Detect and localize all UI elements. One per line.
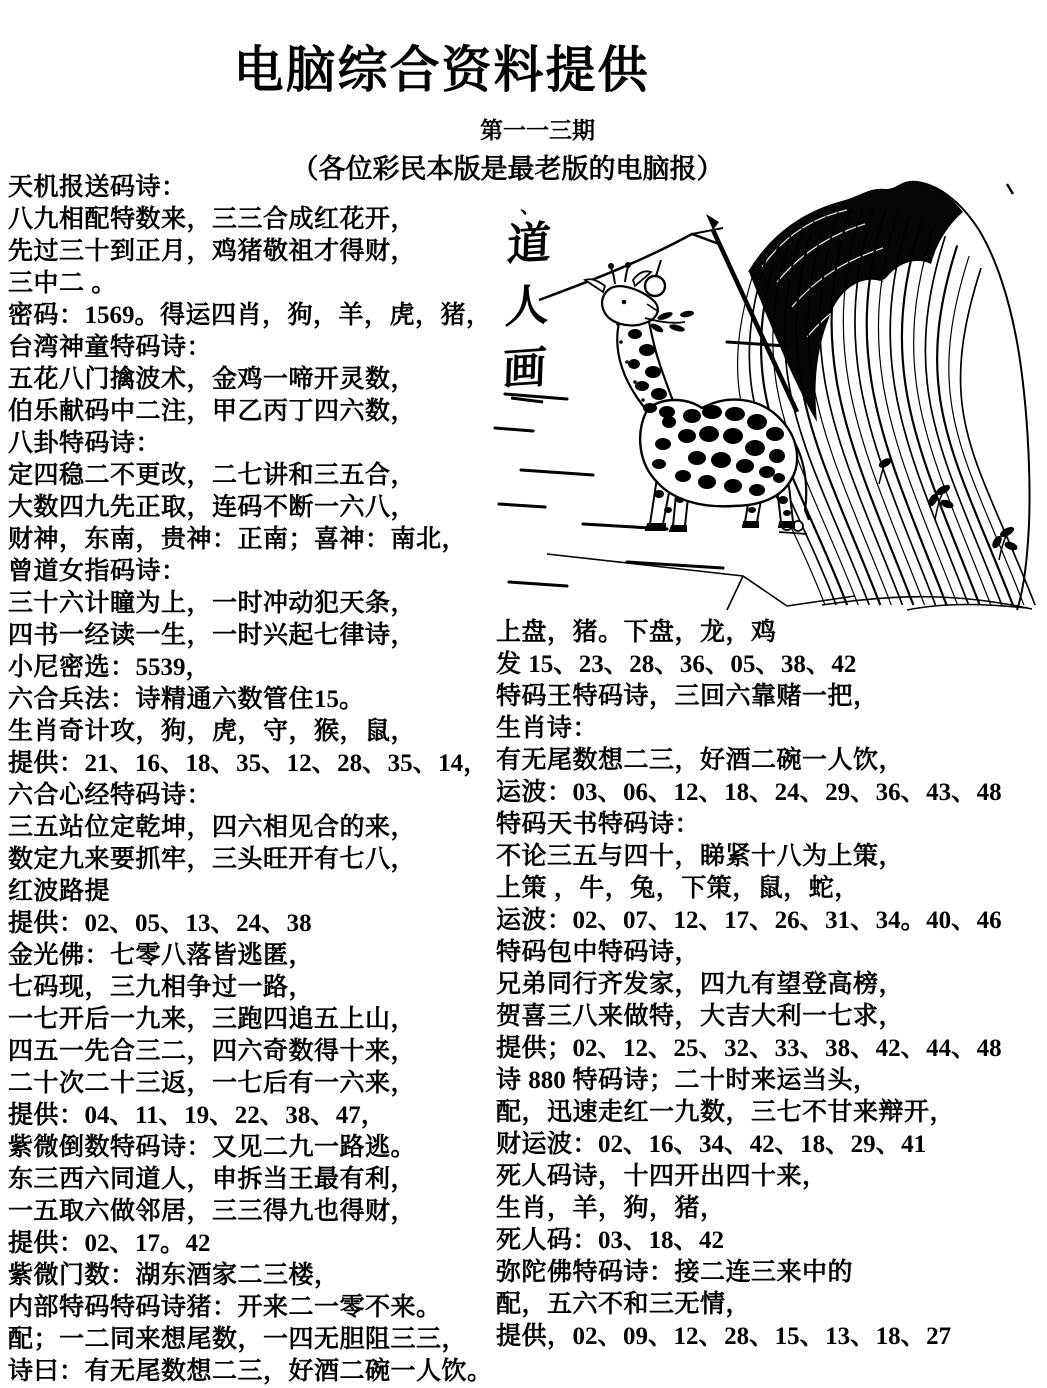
text-line: 配，迅速走红一九数，三七不甘来辩开， (496, 1099, 956, 1126)
text-line: 八卦特码诗： (8, 430, 162, 457)
text-line: 死人码诗，十四开出四十来， (496, 1163, 828, 1190)
text-line: 运波：02、07、12、17、26、31、34。40、46 (496, 907, 1002, 934)
text-line: 东三西六同道人，申拆当王最有利， (8, 1166, 417, 1193)
text-line: 曾道女指码诗： (8, 558, 187, 585)
text-line: 定四稳二不更改，二七讲和三五合， (8, 462, 417, 489)
text-line: 配，五六不和三无情， (496, 1291, 752, 1318)
text-line: 提供：02、05、13、24、38 (8, 910, 312, 937)
text-line: 台湾神童特码诗： (8, 334, 213, 361)
text-line: 七码现，三九相争过一路， (8, 974, 315, 1001)
right-text-column (496, 617, 1047, 1353)
text-line: 兄弟同行齐发家，四九有望登高榜， (496, 971, 905, 998)
fruit-ring (645, 276, 665, 296)
text-line: 提供；02、12、25、32、33、38、42、44、48 (496, 1035, 1002, 1062)
text-line: 配；一二同来想尾数，一四无胆阻三三， (8, 1326, 468, 1353)
text-line: 五花八门擒波术，金鸡一啼开灵数， (8, 366, 417, 393)
text-line: 上策 ，牛，兔，下策，鼠，蛇， (496, 875, 860, 902)
artist-signature (498, 194, 557, 403)
text-line: 三五站位定乾坤，四六相见合的来， (8, 814, 417, 841)
text-line: 二十次二十三返，一七后有一六来， (8, 1070, 417, 1097)
corner-tick-mark (1007, 184, 1013, 194)
text-line: 特码包中特码诗， (496, 939, 701, 966)
text-line: 诗 880 特码诗；二十时来运当头， (496, 1067, 879, 1094)
text-line: 提供：21、16、18、35、12、28、35、14， (8, 750, 489, 777)
text-line: 提供：04、11、19、22、38、47， (8, 1102, 387, 1129)
text-line: 贺喜三八来做特，大吉大利一七求， (496, 1003, 905, 1030)
text-line: 财运波：02、16、34、42、18、29、41 (496, 1131, 927, 1158)
signature-char: 画 (501, 342, 548, 395)
text-line: 提供，02、09、12、28、15、13、18、27 (496, 1323, 952, 1350)
text-line: 大数四九先正取，连码不断一六八， (8, 494, 417, 521)
giraffe-eye (622, 300, 627, 305)
text-line: 上盘，猪。下盘，龙，鸡 (496, 619, 777, 646)
issue-number: 第一一三期 (480, 118, 595, 143)
text-line: 生肖诗： (496, 715, 599, 742)
text-line: 六合兵法：诗精通六数管住15。 (8, 686, 365, 713)
text-line: 紫微门数：湖东酒家二三楼， (8, 1262, 340, 1289)
left-text-column (8, 172, 493, 1388)
text-line: 红波路提 (8, 878, 111, 905)
text-line: 诗曰：有无尾数想二三，好酒二碗一人饮。 (8, 1358, 493, 1385)
text-line: 内部特码特码诗猪：开来二一零不来。 (8, 1294, 442, 1321)
text-line: 三中二 。 (8, 270, 117, 297)
mound (738, 182, 1035, 610)
page-title: 电脑综合资料提供 (233, 42, 650, 98)
text-line: 先过三十到正月，鸡猪敬祖才得财， (8, 238, 417, 265)
signature-char: 道 (506, 218, 552, 271)
giraffe-illustration-svg (487, 172, 1047, 612)
mound-hatch-line (961, 268, 1035, 605)
text-line: 三十六计瞳为上，一时冲动犯天条， (8, 590, 417, 617)
text-line: 六合心经特码诗： (8, 782, 213, 809)
page-subtitle: （各位彩民本版是最老版的电脑报） (291, 154, 724, 184)
text-line: 小尼密选：5539， (8, 654, 212, 681)
text-line: 数定九来要抓牢，三头旺开有七八， (8, 846, 417, 873)
text-line: 一五取六做邻居，三三得九也得财， (8, 1198, 417, 1225)
text-line: 四书一经读一生，一时兴起七律诗， (8, 622, 417, 649)
text-line: 发 15、23、28、36、05、38、42 (496, 651, 857, 678)
text-line: 四五一先合三二，四六奇数得十来， (8, 1038, 417, 1065)
text-line: 特码天书特码诗： (496, 811, 701, 838)
signature-stroke: 、 (519, 194, 541, 219)
text-line: 紫微倒数特码诗：又见二九一路逃。 (8, 1134, 417, 1161)
text-line: 财神，东南，贵神：正南；喜神：南北， (8, 526, 468, 553)
text-line: 不论三五与四十，睇紧十八为上策， (496, 843, 905, 870)
text-line: 密码：1569。得运四肖，狗，羊，虎，猪， (8, 302, 492, 329)
text-line: 提供：02、17。42 (8, 1230, 211, 1257)
text-line: 特码王特码诗，三回六靠赌一把， (496, 683, 879, 710)
ground-cracks (547, 554, 1027, 610)
text-line: 金光佛：七零八落皆逃匿， (8, 942, 315, 969)
text-line: 生肖奇计攻，狗，虎，守，猴，鼠， (8, 718, 417, 745)
signature-char: 人 (503, 280, 550, 333)
text-line: 天机报送码诗： (8, 174, 187, 201)
text-line: 弥陀佛特码诗：接二连三来中的 (496, 1259, 854, 1286)
page-header (0, 30, 1047, 186)
text-line: 八九相配特数来，三三合成红花开， (8, 206, 417, 233)
text-line: 伯乐献码中二注，甲乙丙丁四六数， (8, 398, 417, 425)
text-line: 一七开后一九来，三跑四追五上山， (8, 1006, 417, 1033)
text-line: 有无尾数想二三，好酒二碗一人饮， (496, 747, 905, 774)
text-line: 运波：03、06、12、18、24、29、36、43、48 (496, 779, 1002, 806)
text-line: 生肖，羊，狗，猪， (496, 1195, 726, 1222)
giraffe-ink-illustration (487, 172, 1047, 612)
plant-sprigs (878, 457, 1017, 560)
text-line: 死人码：03、18、42 (496, 1227, 725, 1254)
